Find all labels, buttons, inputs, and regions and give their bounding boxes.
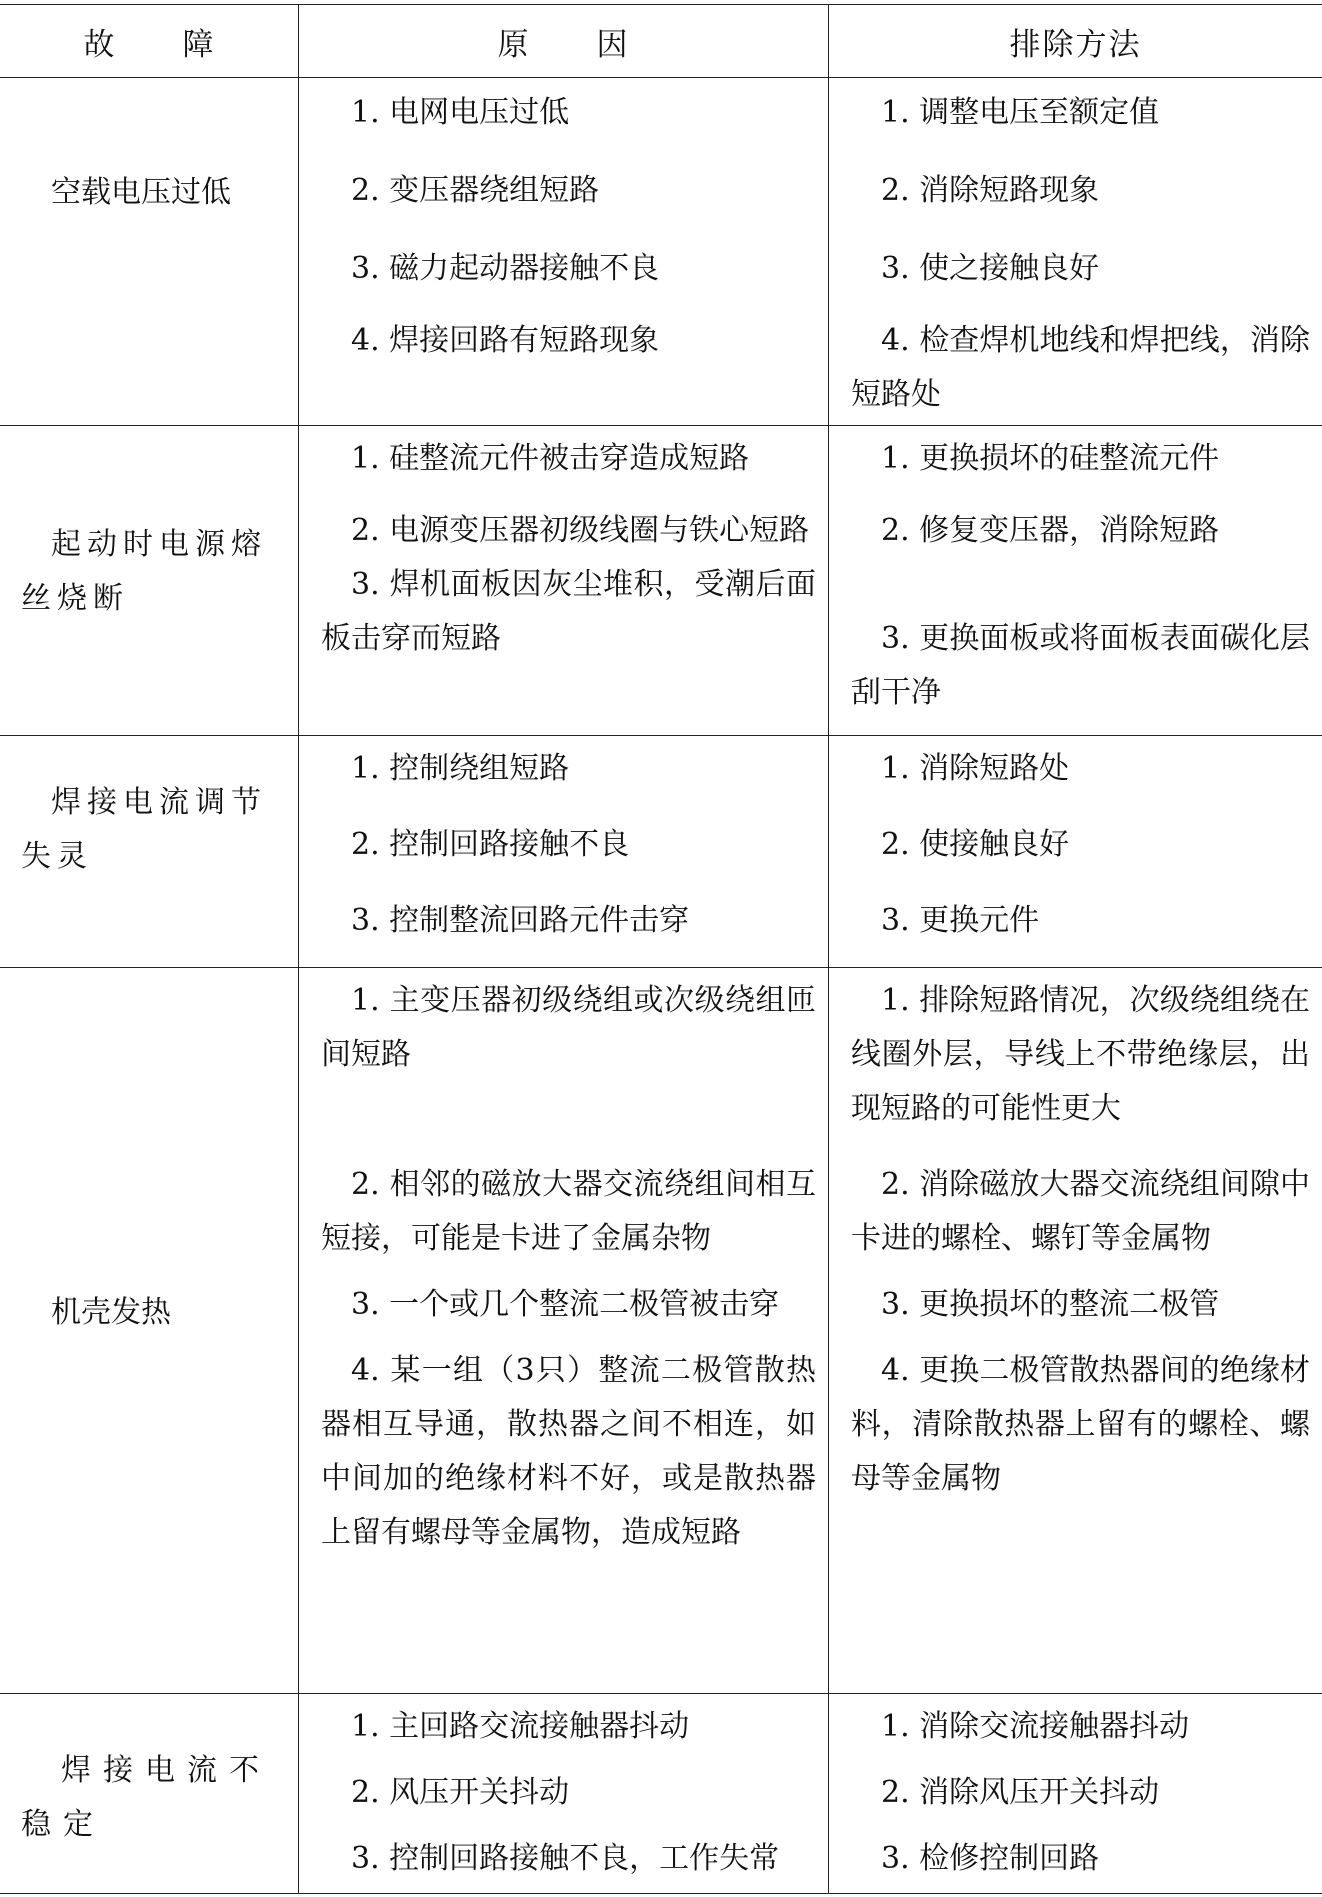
fault-cell — [1, 426, 299, 736]
cause-cell — [299, 78, 829, 426]
cause-item: 3. 磁力起动器接触不良 — [351, 251, 660, 286]
remedy-item: 2. 使接触良好 — [881, 827, 1070, 862]
fault-cell — [1, 736, 299, 968]
fault-text: 焊接电流调节失灵 — [21, 785, 267, 874]
remedy-cell — [829, 1694, 1322, 1894]
remedy-item: 4. 检查焊机地线和焊把线，消除短路处 — [851, 323, 1310, 412]
cause-item: 3. 控制整流回路元件击穿 — [351, 903, 690, 938]
fault-text: 机壳发热 — [51, 1295, 171, 1330]
table-row — [1, 968, 1322, 1694]
header-fault: 故 障 — [1, 5, 299, 78]
remedy-item: 3. 更换面板或将面板表面碳化层刮干净 — [851, 621, 1310, 710]
table-row — [1, 736, 1322, 968]
cause-item: 2. 电源变压器初级线圈与铁心短路 — [351, 513, 810, 548]
cause-item: 1. 主变压器初级绕组或次级绕组匝间短路 — [321, 983, 816, 1072]
remedy-item: 1. 调整电压至额定值 — [881, 95, 1160, 130]
table-row — [1, 1694, 1322, 1894]
fault-text: 空载电压过低 — [51, 175, 231, 210]
remedy-item: 2. 消除短路现象 — [881, 173, 1100, 208]
header-remedy: 排除方法 — [829, 5, 1322, 78]
fault-text: 焊接电流不稳定 — [21, 1753, 271, 1842]
remedy-cell — [829, 736, 1322, 968]
cause-item: 4. 焊接回路有短路现象 — [351, 323, 660, 358]
remedy-cell — [829, 78, 1322, 426]
cause-item: 4. 某一组（3只）整流二极管散热器相互导通，散热器之间不相连，如中间加的绝缘材料不好，或是散热器上留有螺母等金属物，造成短路 — [321, 1353, 816, 1550]
remedy-item: 3. 更换损坏的整流二极管 — [881, 1287, 1220, 1322]
cause-item: 1. 控制绕组短路 — [351, 751, 570, 786]
fault-cell — [1, 78, 299, 426]
cause-item: 3. 焊机面板因灰尘堆积，受潮后面板击穿而短路 — [321, 567, 816, 656]
header-cause: 原 因 — [299, 5, 829, 78]
cause-item: 2. 控制回路接触不良 — [351, 827, 630, 862]
table-row — [1, 78, 1322, 426]
cause-cell — [299, 968, 829, 1694]
remedy-item: 2. 修复变压器，消除短路 — [881, 513, 1220, 548]
troubleshooting-table — [0, 4, 1322, 1894]
remedy-item: 3. 更换元件 — [881, 903, 1040, 938]
cause-item: 1. 主回路交流接触器抖动 — [351, 1709, 690, 1744]
remedy-item: 3. 使之接触良好 — [881, 251, 1100, 286]
remedy-item: 3. 检修控制回路 — [881, 1841, 1100, 1876]
remedy-cell — [829, 968, 1322, 1694]
remedy-item: 4. 更换二极管散热器间的绝缘材料，清除散热器上留有的螺栓、螺母等金属物 — [851, 1353, 1310, 1496]
remedy-item: 1. 更换损坏的硅整流元件 — [881, 441, 1220, 476]
cause-cell — [299, 736, 829, 968]
remedy-item: 1. 排除短路情况，次级绕组绕在线圈外层，导线上不带绝缘层，出现短路的可能性更大 — [851, 983, 1310, 1126]
remedy-item: 1. 消除交流接触器抖动 — [881, 1709, 1190, 1744]
cause-item: 1. 电网电压过低 — [351, 95, 570, 130]
cause-item: 3. 控制回路接触不良，工作失常 — [351, 1841, 780, 1876]
cause-item: 2. 变压器绕组短路 — [351, 173, 600, 208]
table-row — [1, 426, 1322, 736]
cause-item: 3. 一个或几个整流二极管被击穿 — [351, 1287, 780, 1322]
remedy-cell — [829, 426, 1322, 736]
remedy-item: 2. 消除风压开关抖动 — [881, 1775, 1160, 1810]
cause-cell — [299, 426, 829, 736]
cause-item: 2. 相邻的磁放大器交流绕组间相互短接，可能是卡进了金属杂物 — [321, 1167, 816, 1256]
fault-cell — [1, 1694, 299, 1894]
fault-cell — [1, 968, 299, 1694]
header-row — [1, 5, 1322, 78]
remedy-item: 1. 消除短路处 — [881, 751, 1070, 786]
cause-cell — [299, 1694, 829, 1894]
remedy-item: 2. 消除磁放大器交流绕组间隙中卡进的螺栓、螺钉等金属物 — [851, 1167, 1310, 1256]
cause-item: 1. 硅整流元件被击穿造成短路 — [351, 441, 750, 476]
fault-text: 起动时电源熔丝烧断 — [21, 527, 267, 616]
cause-item: 2. 风压开关抖动 — [351, 1775, 570, 1810]
